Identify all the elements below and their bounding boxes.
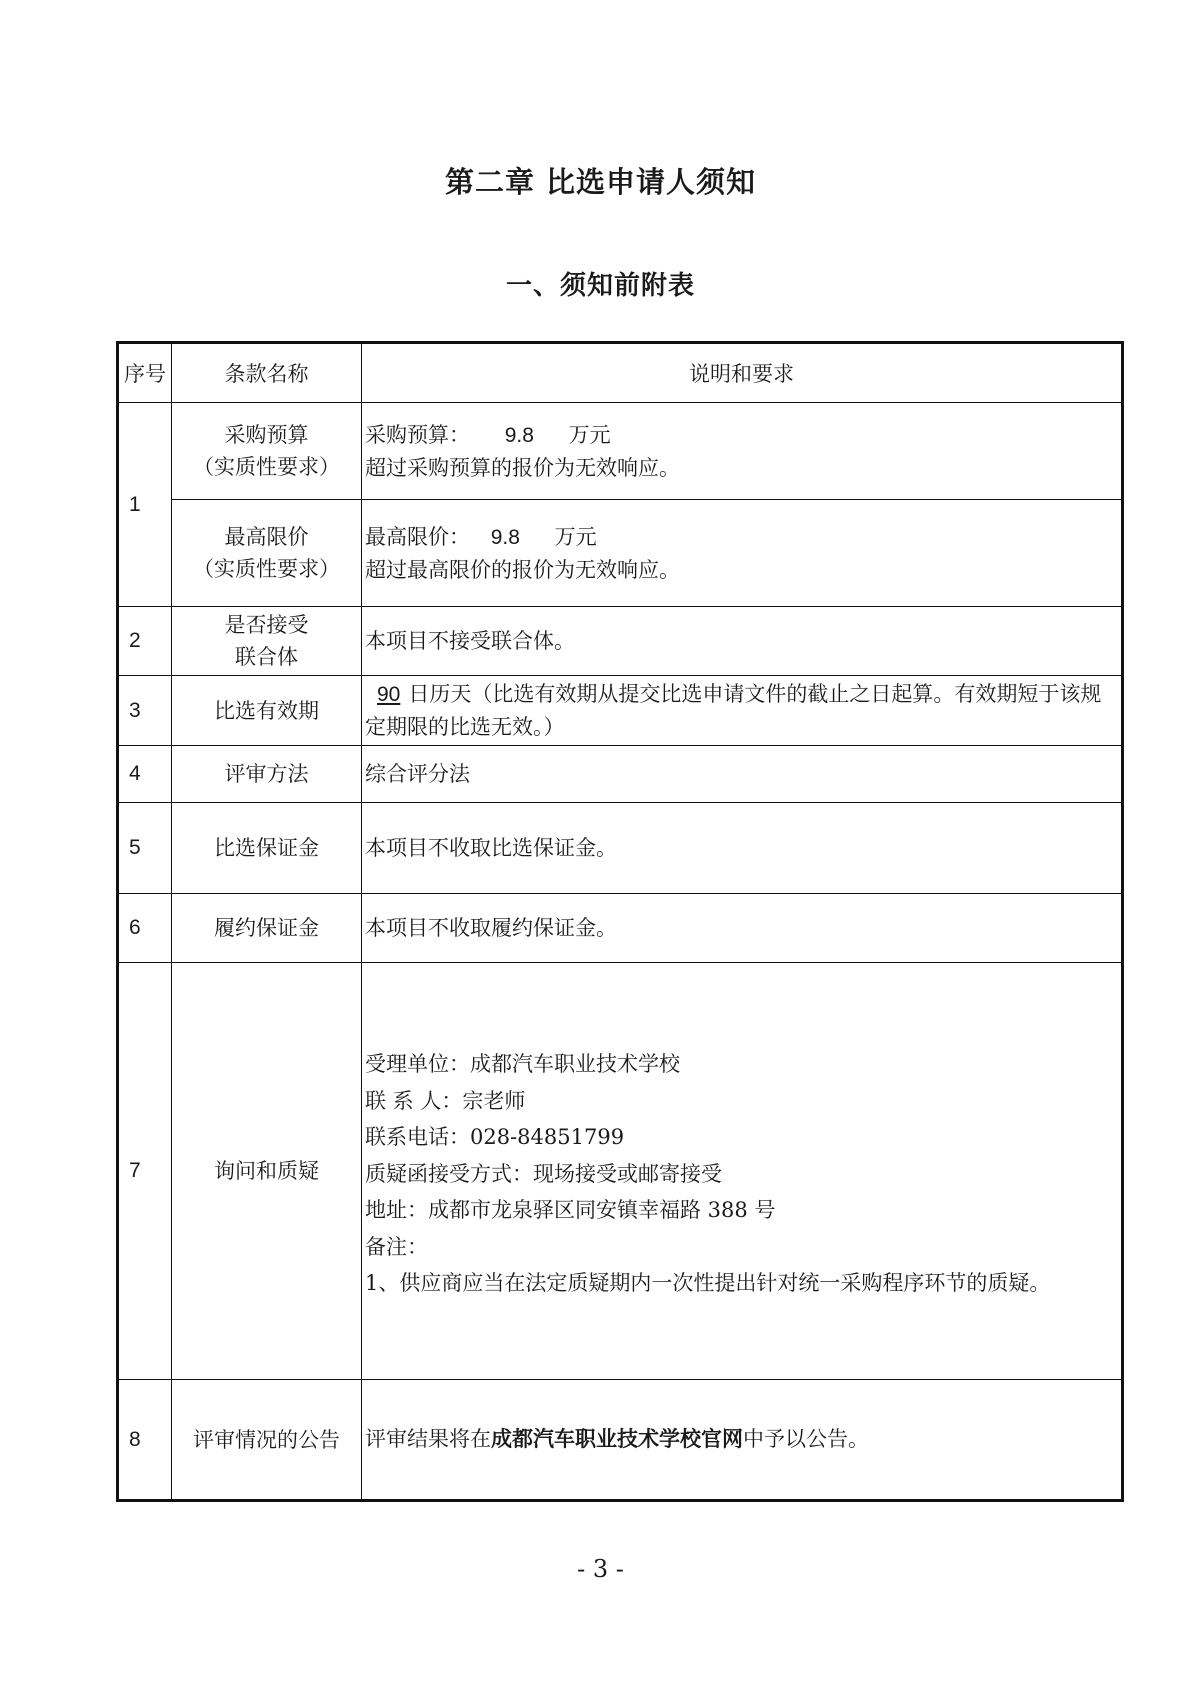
announce-prefix: 评审结果将在 (365, 1427, 491, 1451)
section-title: 一、须知前附表 (505, 271, 695, 301)
clause-name: 评审方法 (172, 746, 362, 803)
clause-name-line: 采购预算 (224, 423, 309, 447)
clause-description: 本项目不收取比选保证金。 (362, 803, 1123, 894)
clause-description: 本项目不收取履约保证金。 (362, 894, 1123, 963)
max-price-note: 超过最高限价的报价为无效响应。 (365, 557, 680, 582)
table-row (118, 803, 1123, 894)
inquiry-line: 质疑函接受方式：现场接受或邮寄接受 (365, 1161, 722, 1186)
clause-name-line: （实质性要求） (193, 455, 340, 479)
row-seq: 7 (118, 963, 172, 1380)
validity-days: 90 (377, 683, 401, 706)
row-seq: 6 (118, 894, 172, 963)
chapter-title: 第二章 比选申请人须知 (444, 165, 757, 199)
budget-label: 采购预算： (365, 422, 470, 447)
max-price-label: 最高限价： (365, 524, 470, 549)
table-row (118, 963, 1123, 1380)
table-row (118, 746, 1123, 803)
clause-name (172, 403, 362, 500)
notice-table (116, 341, 1124, 1502)
row-seq: 4 (118, 746, 172, 803)
inquiry-line: 受理单位：成都汽车职业技术学校 (365, 1052, 680, 1077)
budget-line (365, 419, 1118, 452)
inquiry-line: 联系电话：028-84851799 (365, 1125, 625, 1150)
header-clause-name: 条款名称 (172, 343, 362, 403)
clause-name-line: 是否接受 (224, 613, 309, 637)
clause-description (362, 963, 1123, 1380)
table-row (118, 403, 1123, 500)
validity-text: 日历天（比选有效期从提交比选申请文件的截止之日起算。有效期短于该规定期限的比选无效。） (365, 682, 1102, 739)
inquiry-line: 地址：成都市龙泉驿区同安镇幸福路 388 号 (365, 1198, 776, 1223)
clause-description (362, 1380, 1123, 1501)
clause-name-line: （实质性要求） (193, 557, 340, 581)
announce-site: 成都汽车职业技术学校官网 (491, 1428, 743, 1451)
clause-name: 询问和质疑 (172, 963, 362, 1380)
row-seq: 5 (118, 803, 172, 894)
row-seq: 3 (118, 676, 172, 746)
table-row (118, 1380, 1123, 1501)
table-row (118, 676, 1123, 746)
clause-name (172, 500, 362, 607)
budget-unit: 万元 (568, 422, 611, 447)
header-description: 说明和要求 (362, 343, 1123, 403)
max-price-line (365, 521, 1118, 554)
inquiry-line: 联 系 人：宗老师 (365, 1088, 526, 1113)
announce-suffix: 中予以公告。 (743, 1427, 869, 1451)
clause-name: 比选有效期 (172, 676, 362, 746)
page-number: - 3 - (577, 1555, 624, 1583)
table-row (118, 894, 1123, 963)
table-row (118, 607, 1123, 676)
inquiry-line: 备注： (365, 1234, 428, 1259)
clause-name: 履约保证金 (172, 894, 362, 963)
header-seq: 序号 (118, 343, 172, 403)
clause-description: 本项目不接受联合体。 (362, 607, 1123, 676)
row-seq: 1 (118, 403, 172, 607)
max-price-unit: 万元 (554, 524, 597, 549)
clause-description (362, 403, 1123, 500)
clause-description: 综合评分法 (362, 746, 1123, 803)
row-seq: 8 (118, 1380, 172, 1501)
clause-name-line: 最高限价 (224, 525, 309, 549)
clause-description (362, 676, 1123, 746)
table-header-row (118, 343, 1123, 403)
budget-note: 超过采购预算的报价为无效响应。 (365, 455, 680, 480)
table-row (118, 500, 1123, 607)
clause-name (172, 607, 362, 676)
clause-name: 评审情况的公告 (172, 1380, 362, 1501)
inquiry-line: 1、供应商应当在法定质疑期内一次性提出针对统一采购程序环节的质疑。 (365, 1271, 1051, 1296)
clause-description (362, 500, 1123, 607)
clause-name-line: 联合体 (235, 645, 298, 669)
clause-name: 比选保证金 (172, 803, 362, 894)
row-seq: 2 (118, 607, 172, 676)
max-price-value: 9.8 (490, 525, 520, 549)
budget-value: 9.8 (504, 423, 534, 447)
